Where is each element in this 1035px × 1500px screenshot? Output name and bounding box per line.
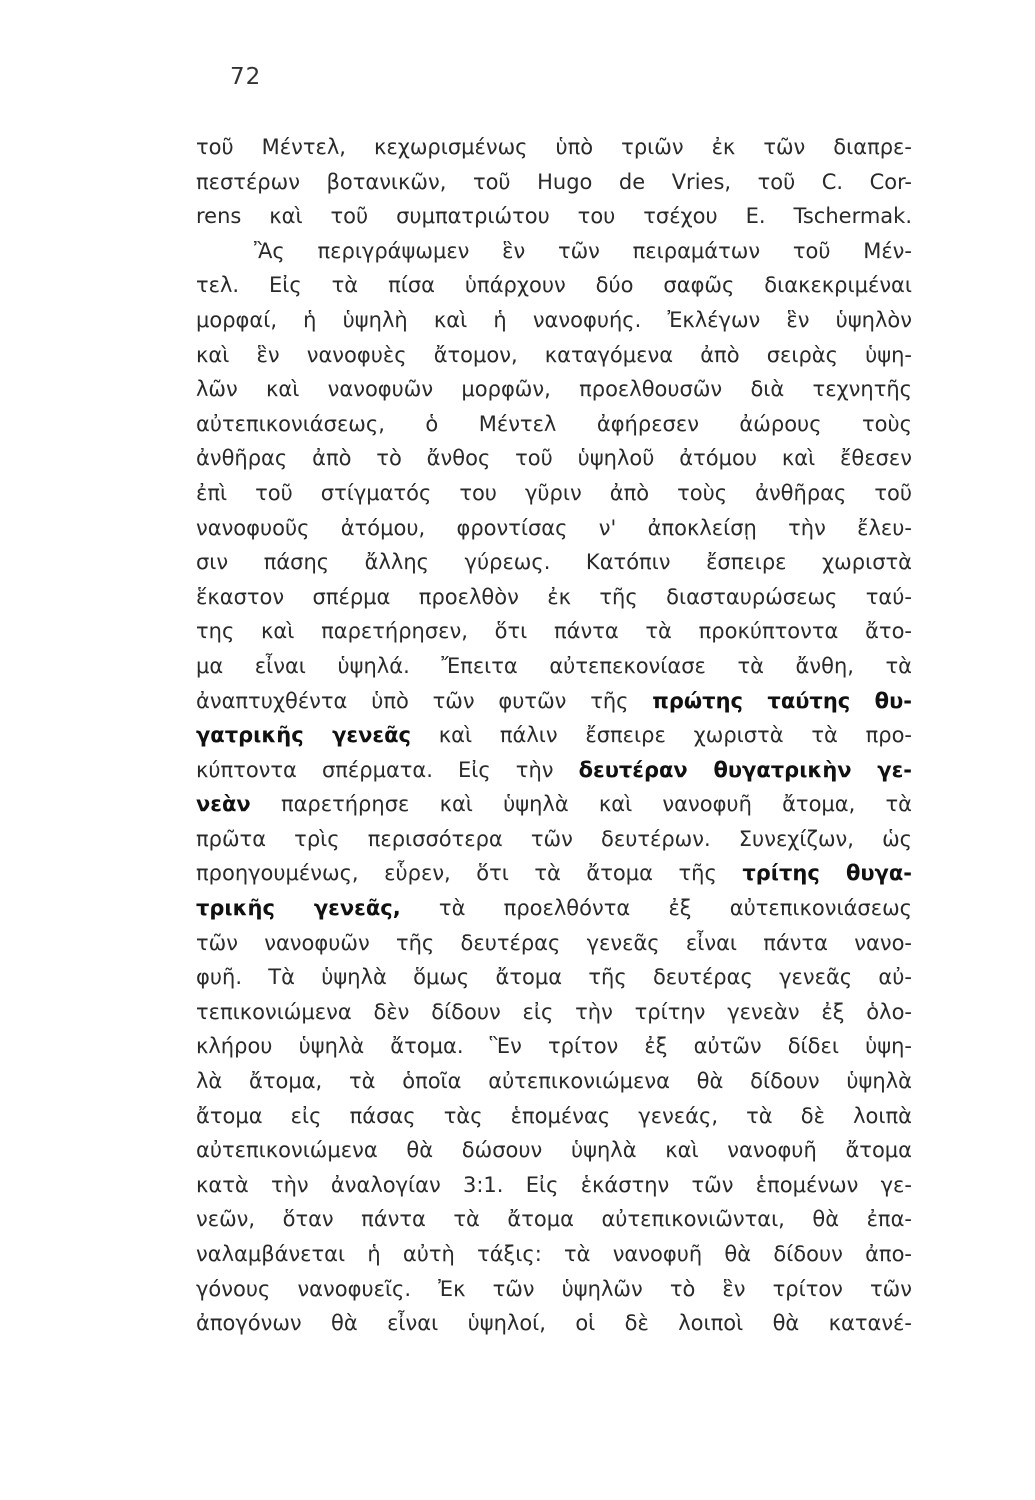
emphasized-term: γατρικῆς γενεᾶς [196, 723, 411, 748]
text-line: αὐτεπικονιάσεως, ὁ Μέντελ ἀφήρεσεν ἀώρους τοὺς [196, 411, 912, 436]
emphasized-term: τρικῆς γενεᾶς, [196, 896, 401, 921]
text-line: της καὶ παρετήρησεν, ὅτι πάντα τὰ προκύπτοντα ἄτο- [196, 619, 912, 644]
text-line: μορφαί, ἡ ὑψηλὴ καὶ ἡ νανοφυής. Ἐκλέγων ἓν ὑψηλὸν [196, 307, 912, 332]
emphasized-term: πρώτης ταύτης θυ- [652, 688, 912, 713]
text-line: κατὰ τὴν ἀναλογίαν 3:1. Εἰς ἑκάστην τῶν ἑπομένων γε- [196, 1172, 912, 1197]
text-run: καὶ πάλιν ἔσπειρε χωριστὰ τὰ προ- [410, 723, 912, 748]
text-line: νεῶν, ὅταν πάντα τὰ ἄτομα αὐτεπικονιῶνται, θὰ ἐπα- [196, 1207, 912, 1232]
text-line [196, 891, 912, 926]
text-line: σιν πάσης ἄλλης γύρεως. Κατόπιν ἔσπειρε χωριστὰ [196, 550, 912, 575]
text-line: ἀπογόνων θὰ εἶναι ὑψηλοί, οἱ δὲ λοιποὶ θὰ κατανέ- [196, 1311, 912, 1336]
text-line [196, 753, 912, 788]
emphasized-term: δευτέραν θυγατρικὴν γε- [578, 757, 912, 782]
text-line: αὐτεπικονιώμενα θὰ δώσουν ὑψηλὰ καὶ νανοφυῆ ἄτομα [196, 1138, 912, 1163]
text-run: κύπτοντα σπέρματα. Εἰς τὴν [196, 757, 579, 782]
text-line: Ἂς περιγράψωμεν ἓν τῶν πειραμάτων τοῦ Μέν- [254, 238, 912, 263]
text-run: παρετήρησε καὶ ὑψηλὰ καὶ νανοφυῆ ἄτομα, τὰ [250, 792, 912, 817]
text-line: ἕκαστον σπέρμα προελθὸν ἐκ τῆς διασταυρώσεως ταύ- [196, 584, 912, 609]
text-line: τῶν νανοφυῶν τῆς δευτέρας γενεᾶς εἶναι πάντα νανο- [196, 930, 912, 955]
emphasized-term: νεὰν [196, 792, 251, 817]
text-line [196, 718, 912, 753]
text-run: τὰ προελθόντα ἐξ αὐτεπικονιάσεως [400, 896, 912, 921]
text-line [196, 787, 912, 822]
text-run: προηγουμένως, εὗρεν, ὅτι τὰ ἄτομα τῆς [196, 861, 743, 886]
text-line: τοῦ Μέντελ, κεχωρισμένως ὑπὸ τριῶν ἐκ τῶν διαπρε- [196, 135, 912, 159]
text-line: rens καὶ τοῦ συμπατριώτου του τσέχου E. Tschermak. [196, 204, 912, 229]
page-number: 72 [230, 64, 262, 90]
text-run: ἀναπτυχθέντα ὑπὸ τῶν φυτῶν τῆς [196, 688, 653, 713]
text-line: ἄτομα εἰς πάσας τὰς ἑπομένας γενεάς, τὰ δὲ λοιπὰ [196, 1103, 912, 1128]
text-line: ἐπὶ τοῦ στίγματός του γῦριν ἀπὸ τοὺς ἀνθῆρας τοῦ [196, 480, 912, 505]
text-line: λὰ ἄτομα, τὰ ὁποῖα αὐτεπικονιώμενα θὰ δίδουν ὑψηλὰ [196, 1069, 912, 1094]
text-line: πεστέρων βοτανικῶν, τοῦ Hugo de Vries, τοῦ C. Cor- [196, 169, 912, 194]
text-line: μα εἶναι ὑψηλά. Ἔπειτα αὐτεπεκονίασε τὰ ἄνθη, τὰ [196, 653, 912, 678]
text-line: λῶν καὶ νανοφυῶν μορφῶν, προελθουσῶν διὰ τεχνητῆς [196, 377, 912, 402]
text-line [196, 684, 912, 719]
text-line: τελ. Εἰς τὰ πίσα ὑπάρχουν δύο σαφῶς διακεκριμέναι [196, 273, 912, 298]
text-line [196, 856, 912, 891]
text-line: τεπικονιώμενα δὲν δίδουν εἰς τὴν τρίτην γενεὰν ἐξ ὁλο- [196, 999, 912, 1024]
text-line: πρῶτα τρὶς περισσότερα τῶν δευτέρων. Συνεχίζων, ὡς [196, 826, 912, 851]
body-text [196, 130, 912, 1341]
text-line: κλήρου ὑψηλὰ ἄτομα. Ἓν τρίτον ἐξ αὐτῶν δίδει ὑψη- [196, 1034, 912, 1059]
text-line: γόνους νανοφυεῖς. Ἐκ τῶν ὑψηλῶν τὸ ἓν τρίτον τῶν [196, 1276, 912, 1301]
text-line: καὶ ἓν νανοφυὲς ἄτομον, καταγόμενα ἀπὸ σειρὰς ὑψη- [196, 342, 912, 367]
text-line: φυῆ. Τὰ ὑψηλὰ ὅμως ἄτομα τῆς δευτέρας γενεᾶς αὐ- [196, 965, 912, 990]
text-line: νανοφυοῦς ἀτόμου, φροντίσας ν' ἀποκλείσῃ τὴν ἔλευ- [196, 515, 912, 540]
emphasized-term: τρίτης θυγα- [742, 861, 912, 886]
text-line: ἀνθῆρας ἀπὸ τὸ ἄνθος τοῦ ὑψηλοῦ ἀτόμου καὶ ἔθεσεν [196, 446, 912, 471]
text-line: ναλαμβάνεται ἡ αὐτὴ τάξις: τὰ νανοφυῆ θὰ δίδουν ἀπο- [196, 1242, 912, 1266]
